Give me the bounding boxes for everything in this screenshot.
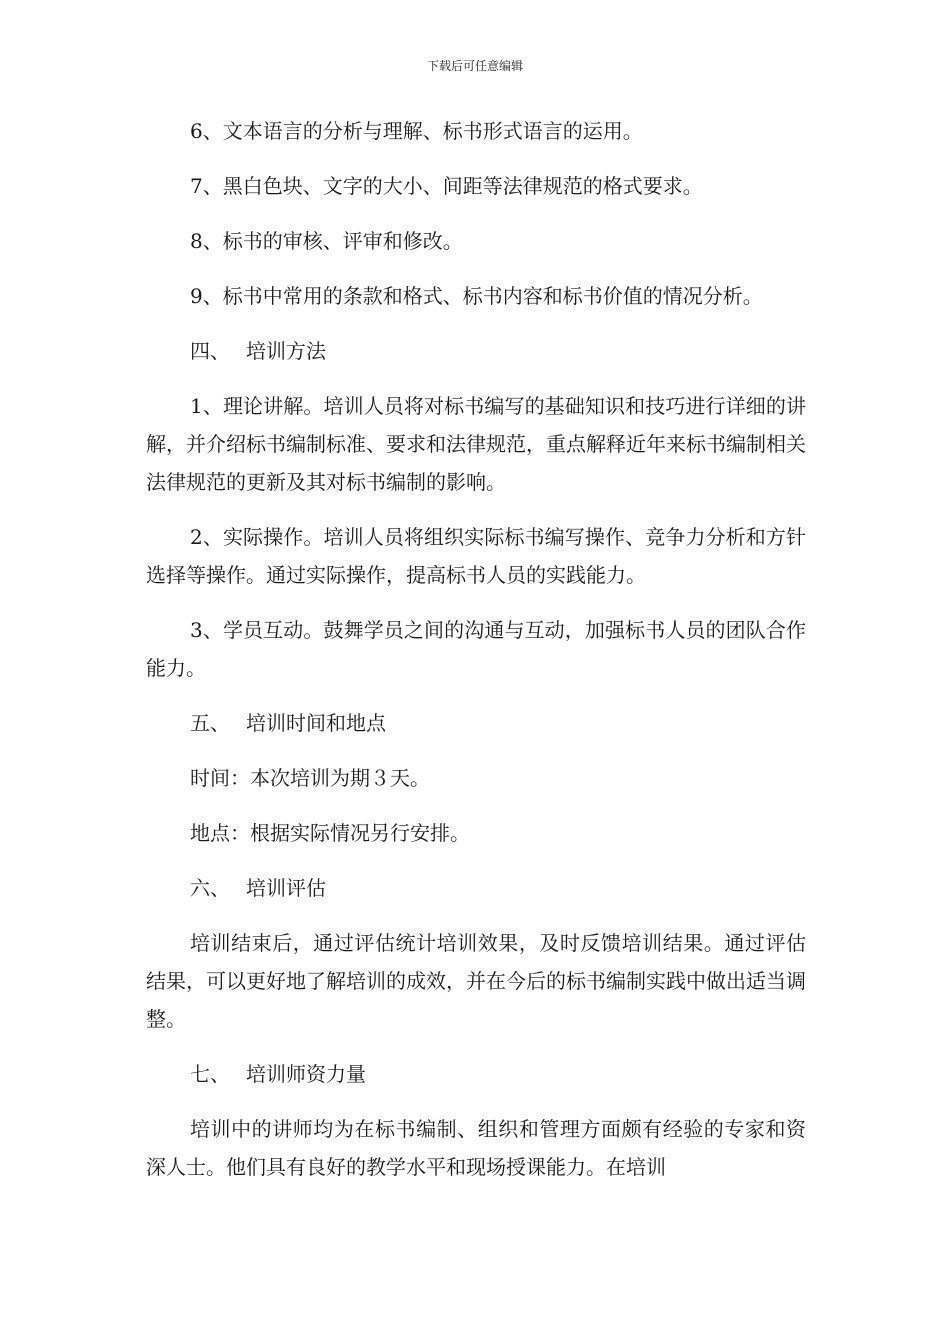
list-item: 7、黑白色块、文字的大小、间距等法律规范的格式要求。	[190, 174, 703, 198]
section-number: 五、	[190, 711, 230, 735]
section-heading	[146, 1055, 806, 1093]
time-paragraph: 时间：本次培训为期３天。	[190, 766, 430, 790]
section-heading	[146, 332, 806, 370]
place-paragraph: 地点：根据实际情况另行安排。	[190, 821, 470, 845]
section-number: 六、	[190, 876, 230, 900]
document-body	[146, 112, 806, 1186]
method-paragraph: 3、学员互动。鼓舞学员之间的沟通与互动，加强标书人员的团队合作能力。	[146, 618, 806, 680]
method-paragraph: 2、实际操作。培训人员将组织实际标书编写操作、竞争力分析和方针选择等操作。通过实际操作，提高标书人员的实践能力。	[146, 525, 806, 587]
section-heading	[146, 704, 806, 742]
faculty-paragraph: 培训中的讲师均为在标书编制、组织和管理方面颇有经验的专家和资深人士。他们具有良好的教学水平和现场授课能力。在培训	[146, 1117, 806, 1179]
page-header: 下载后可任意编辑	[426, 59, 523, 73]
section-number: 七、	[190, 1062, 230, 1086]
section-title: 培训评估	[246, 876, 326, 900]
method-paragraph: 1、理论讲解。培训人员将对标书编写的基础知识和技巧进行详细的讲解，并介绍标书编制标准、要求和法律规范，重点解释近年来标书编制相关法律规范的更新及其对标书编制的影响。	[146, 394, 806, 494]
section-number: 四、	[190, 339, 230, 363]
evaluation-paragraph: 培训结束后，通过评估统计培训效果，及时反馈培训结果。通过评估结果，可以更好地了解培训的成效，并在今后的标书编制实践中做出适当调整。	[146, 931, 806, 1031]
section-title: 培训师资力量	[246, 1062, 366, 1086]
list-item: 8、标书的审核、评审和修改。	[190, 229, 463, 253]
list-item: 6、文本语言的分析与理解、标书形式语言的运用。	[190, 119, 643, 143]
section-heading	[146, 869, 806, 907]
section-title: 培训方法	[246, 339, 326, 363]
list-item: 9、标书中常用的条款和格式、标书内容和标书价值的情况分析。	[190, 284, 763, 308]
section-title: 培训时间和地点	[246, 711, 386, 735]
